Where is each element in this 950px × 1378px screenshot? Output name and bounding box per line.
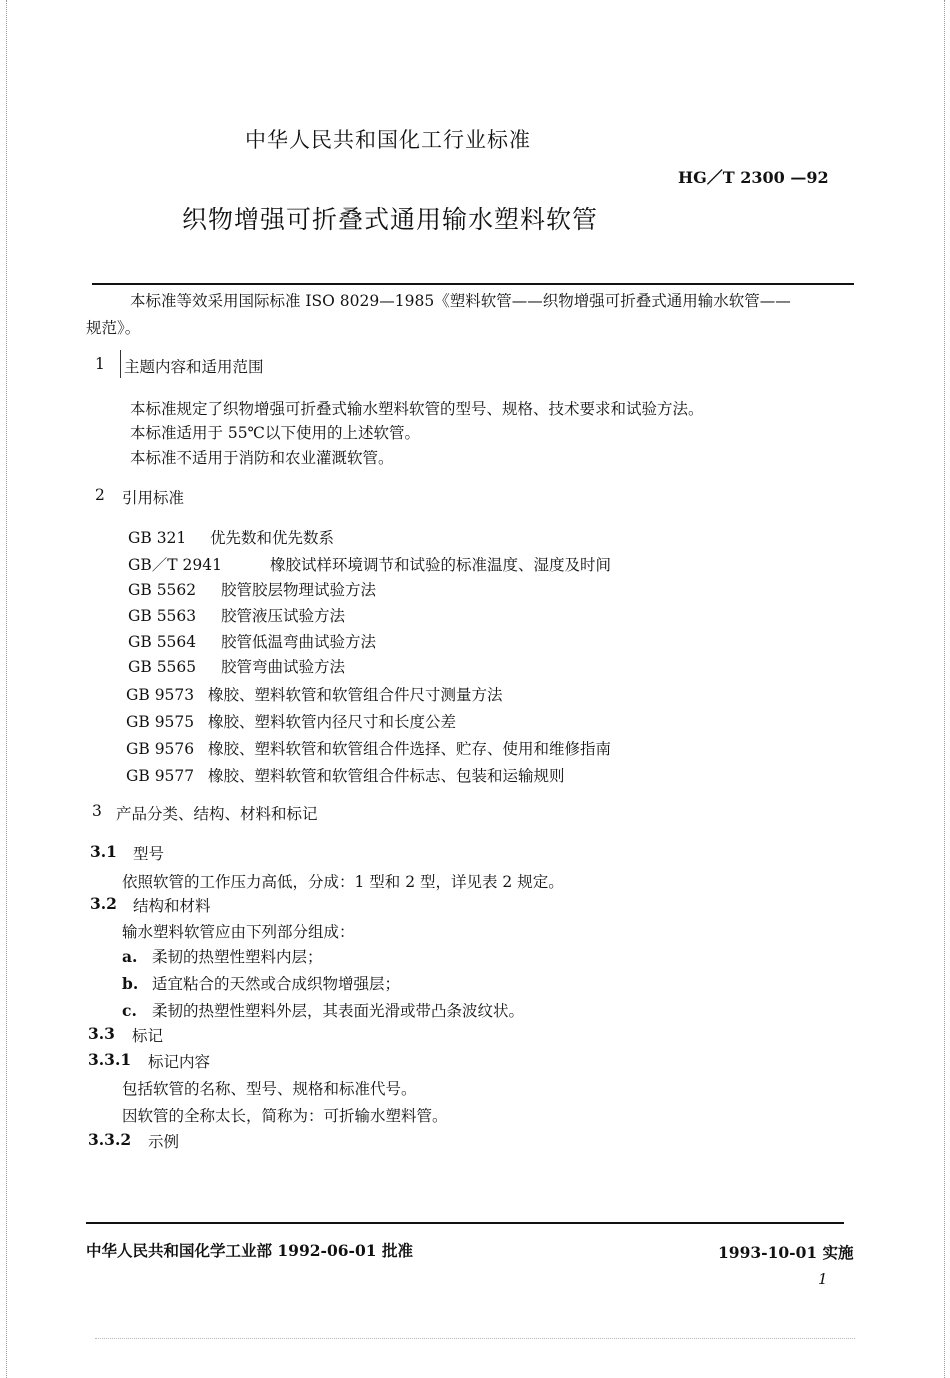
section-1-number: 1 (95, 355, 105, 373)
reference-title: 橡胶、塑料软管和软管组合件标志、包装和运输规则 (208, 767, 565, 785)
reference-code: GB 9576 (126, 740, 195, 758)
section-3-number: 3 (92, 802, 102, 820)
section-3-3-1-paragraph: 包括软管的名称、型号、规格和标准代号。 (122, 1080, 417, 1098)
reference-title: 橡胶、塑料软管和软管组合件尺寸测量方法 (208, 686, 503, 704)
reference-title: 胶管胶层物理试验方法 (221, 581, 377, 599)
section-1-title: 主题内容和适用范围 (124, 358, 264, 376)
section-3-3-1-title: 标记内容 (148, 1053, 211, 1071)
reference-item (128, 526, 334, 548)
section-2-number: 2 (95, 486, 105, 504)
section-3-2-title: 结构和材料 (133, 897, 211, 915)
list-item (122, 999, 524, 1021)
page-number: 1 (818, 1270, 828, 1288)
section-3-3-2-title: 示例 (148, 1133, 180, 1151)
list-item-label: a. (122, 947, 138, 966)
scan-artifact-dots (95, 1338, 855, 1339)
reference-item (126, 737, 611, 759)
reference-item (128, 578, 376, 600)
reference-title: 橡胶、塑料软管和软管组合件选择、贮存、使用和维修指南 (208, 740, 612, 758)
reference-title: 橡胶、塑料软管内径尺寸和长度公差 (208, 713, 457, 731)
section-3-3-1-number: 3.3.1 (88, 1050, 132, 1069)
section-3-title: 产品分类、结构、材料和标记 (116, 805, 318, 823)
section-3-1-number: 3.1 (90, 842, 117, 861)
reference-title: 胶管弯曲试验方法 (221, 658, 346, 676)
section-1-paragraph: 本标准不适用于消防和农业灌溉软管。 (130, 449, 394, 467)
intro-line-1: 本标准等效采用国际标准 ISO 8029—1985《塑料软管——织物增强可折叠式通用输水软管—— (130, 292, 791, 310)
reference-code: GB 9577 (126, 767, 195, 785)
reference-title: 胶管低温弯曲试验方法 (221, 633, 377, 651)
standard-code: HG／T 2300 —92 (678, 168, 829, 187)
reference-code: GB 5562 (128, 581, 197, 599)
reference-code: GB 5565 (128, 658, 197, 676)
reference-item (128, 655, 345, 677)
reference-item (126, 764, 565, 786)
reference-title: 橡胶试样环境调节和试验的标准温度、湿度及时间 (270, 556, 612, 574)
section-3-3-2-number: 3.3.2 (88, 1130, 132, 1149)
reference-title: 胶管液压试验方法 (221, 607, 346, 625)
reference-item (128, 604, 345, 626)
section-3-3-title: 标记 (132, 1027, 164, 1045)
scan-edge-left (6, 0, 7, 1378)
section-1-paragraph: 本标准适用于 55℃以下使用的上述软管。 (130, 424, 420, 442)
reference-code: GB／T 2941 (128, 556, 222, 574)
section-3-1-text: 依照软管的工作压力高低，分成：1 型和 2 型，详见表 2 规定。 (122, 873, 564, 891)
section-3-3-number: 3.3 (88, 1024, 115, 1043)
section-3-2-intro: 输水塑料软管应由下列部分组成： (122, 923, 355, 941)
reference-code: GB 321 (128, 529, 187, 547)
list-item-text: 适宜粘合的天然或合成织物增强层； (152, 975, 401, 993)
scan-edge-right (944, 0, 945, 1378)
list-item-label: b. (122, 974, 139, 993)
reference-code: GB 5564 (128, 633, 197, 651)
list-item-text: 柔韧的热塑性塑料外层，其表面光滑或带凸条波纹状。 (152, 1002, 525, 1020)
section-3-3-1-paragraph: 因软管的全称太长，简称为：可折输水塑料管。 (122, 1107, 448, 1125)
standard-organization-title: 中华人民共和国化工行业标准 (245, 128, 531, 152)
list-item (122, 972, 400, 994)
approval-line: 中华人民共和国化学工业部 1992-06-01 批准 (86, 1241, 413, 1260)
reference-item (128, 630, 376, 652)
section-2-title: 引用标准 (122, 489, 185, 507)
top-divider (92, 283, 854, 285)
implementation-date: 1993-10-01 实施 (718, 1243, 854, 1262)
reference-item (126, 710, 456, 732)
reference-title: 优先数和优先数系 (210, 529, 335, 547)
section-3-1-title: 型号 (133, 845, 165, 863)
document-title: 织物增强可折叠式通用输水塑料软管 (182, 205, 599, 234)
reference-code: GB 9575 (126, 713, 195, 731)
list-item-text: 柔韧的热塑性塑料内层； (152, 948, 323, 966)
section-1-paragraph: 本标准规定了织物增强可折叠式输水塑料软管的型号、规格、技术要求和试验方法。 (130, 400, 704, 418)
reference-code: GB 9573 (126, 686, 195, 704)
section-3-2-number: 3.2 (90, 894, 117, 913)
reference-code: GB 5563 (128, 607, 197, 625)
margin-mark (120, 350, 121, 378)
bottom-divider (86, 1222, 844, 1224)
reference-item (126, 683, 503, 705)
reference-item (128, 553, 611, 575)
list-item (122, 945, 323, 967)
list-item-label: c. (122, 1001, 137, 1020)
intro-line-2: 规范》。 (86, 319, 141, 337)
